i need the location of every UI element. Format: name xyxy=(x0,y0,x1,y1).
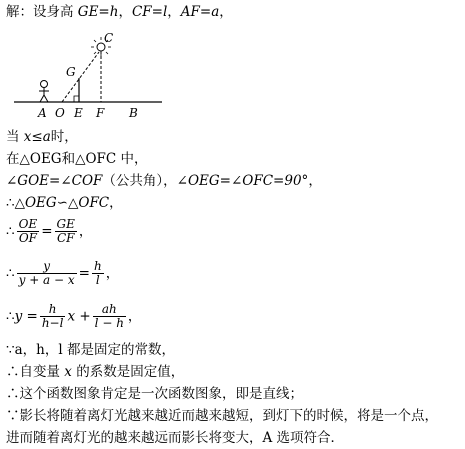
line-case: 当 x≤a时， xyxy=(6,129,78,145)
equation-linear: ∴y = $\frac{h}{h-l}$ x + $\frac{ah}{l - h}$ ， xyxy=(6,302,142,330)
equation-ratio: ∴ $\frac{OE}{OF}$ = $\frac{GE}{CF}$ ， xyxy=(6,217,93,245)
fraction-ge-cf: $\frac{GE}{CF}$ xyxy=(56,217,75,245)
line-angles: ∠GOE=∠COF（公共角），∠OEG=∠OFC=90°， xyxy=(6,173,322,189)
label-B: B xyxy=(129,106,138,120)
fraction-coefficient: $\frac{h}{h-l}$ xyxy=(41,302,64,330)
label-A: A xyxy=(38,106,47,120)
line-intro: 解：设身高 GE=h，CF=l，AF=a， xyxy=(6,4,233,20)
line-constants: ∵a，h，l 都是固定的常数， xyxy=(6,342,175,358)
fraction-intercept: $\frac{ah}{l - h}$ xyxy=(94,302,124,330)
equation-substitution: ∴ $\frac{y}{y + a - x}$ = $\frac{h}{l}$ ， xyxy=(6,259,120,287)
label-E: E xyxy=(74,106,83,120)
person-icon xyxy=(39,81,49,103)
fraction-oe-of: $\frac{OE}{OF}$ xyxy=(18,217,38,245)
fraction-y: $\frac{y}{y + a - x}$ xyxy=(18,259,75,287)
line-triangles: 在△OEG和△OFC 中， xyxy=(6,151,148,167)
line-shadow-shorter: ∵影长将随着离灯光越来越近而越来越短，到灯下的时候，将是一个点， xyxy=(6,408,438,424)
line-similar: ∴△OEG∽△OFC， xyxy=(6,195,123,211)
geometry-figure xyxy=(0,20,465,132)
label-O: O xyxy=(55,106,65,120)
label-C: C xyxy=(104,31,114,45)
line-conclusion: 进而随着离灯光的越来越远而影长将变大，A 选项符合． xyxy=(6,430,345,446)
label-G: G xyxy=(66,65,76,79)
right-angle-mark xyxy=(74,96,79,102)
fraction-h-l: $\frac{h}{l}$ xyxy=(93,259,102,287)
line-straight: ∴这个函数图象肯定是一次函数图象，即是直线； xyxy=(6,386,303,402)
label-F: F xyxy=(96,106,105,120)
line-coefficient: ∴自变量 x 的系数是固定值， xyxy=(6,364,185,380)
